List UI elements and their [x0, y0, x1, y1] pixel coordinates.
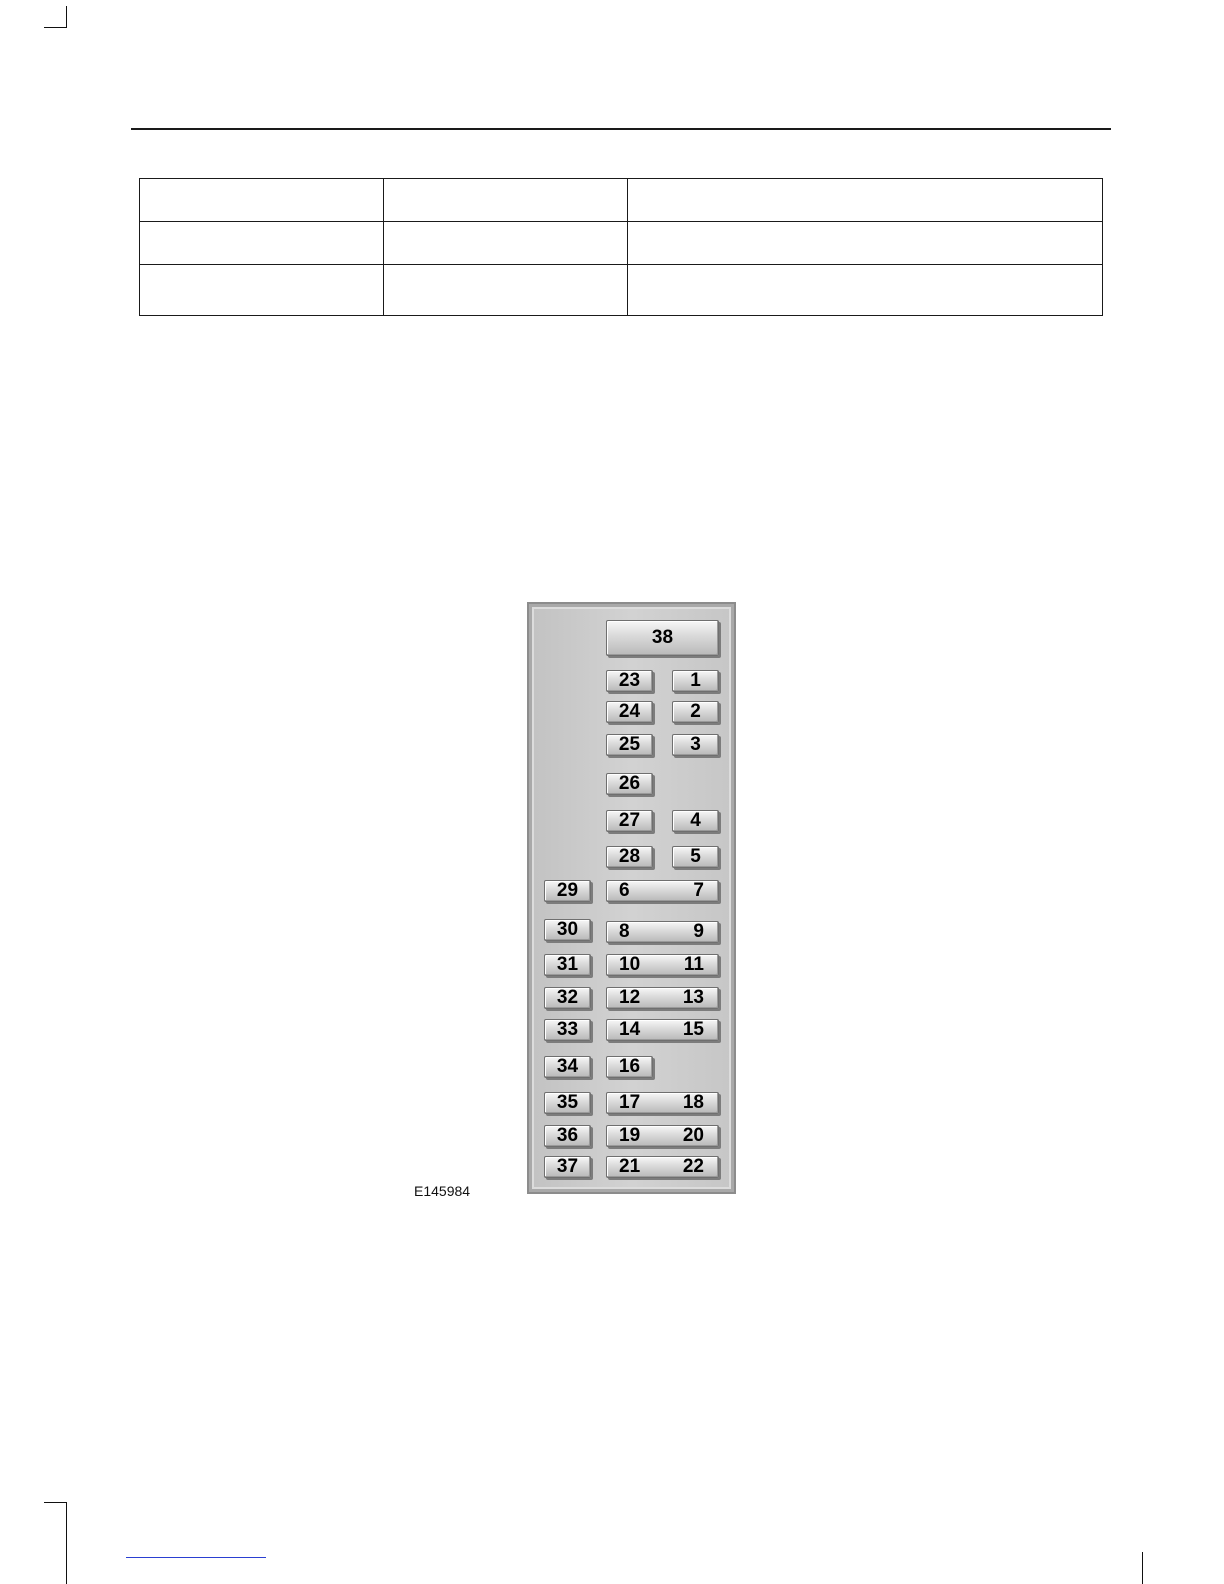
header-rule [131, 128, 1111, 130]
footer-link-underline[interactable] [126, 1557, 266, 1558]
table-cell [628, 265, 1103, 316]
crop-mark-bottom-left-horizontal [44, 1502, 67, 1503]
fuse-panel-diagram [527, 602, 736, 1194]
fuse-26: 26 [606, 773, 653, 795]
fuse-8-9: 8 9 [606, 921, 719, 943]
table-row [140, 179, 1103, 222]
fuse-12-13: 12 13 [606, 987, 719, 1009]
table-cell [384, 222, 628, 265]
fuse-3: 3 [672, 734, 719, 756]
fuse-4: 4 [672, 810, 719, 832]
table-cell [384, 179, 628, 222]
fuse-35: 35 [544, 1092, 591, 1114]
fuse-2: 2 [672, 701, 719, 723]
table-cell [140, 265, 384, 316]
fuse-19-20: 19 20 [606, 1125, 719, 1147]
fuse-24: 24 [606, 701, 653, 723]
table-cell [628, 179, 1103, 222]
table-cell [628, 222, 1103, 265]
table-cell [384, 265, 628, 316]
fuse-10-11: 10 11 [606, 954, 719, 976]
fuse-table [139, 178, 1103, 316]
fuse-34: 34 [544, 1056, 591, 1078]
fuse-38: 38 [606, 620, 719, 656]
fuse-30: 30 [544, 919, 591, 941]
fuse-31: 31 [544, 954, 591, 976]
crop-mark-bottom-right-vertical [1142, 1552, 1143, 1584]
fuse-29: 29 [544, 880, 591, 902]
fuse-16: 16 [606, 1056, 653, 1078]
fuse-33: 33 [544, 1019, 591, 1041]
crop-mark-top-left-horizontal [44, 27, 67, 28]
table-cell [140, 222, 384, 265]
fuse-27: 27 [606, 810, 653, 832]
figure-id-label: E145984 [414, 1183, 471, 1199]
crop-mark-bottom-left-vertical [66, 1502, 67, 1584]
fuse-25: 25 [606, 734, 653, 756]
table-cell [140, 179, 384, 222]
table-row [140, 222, 1103, 265]
fuse-14-15: 14 15 [606, 1019, 719, 1041]
fuse-28: 28 [606, 846, 653, 868]
fuse-36: 36 [544, 1125, 591, 1147]
fuse-6-7: 6 7 [606, 880, 719, 902]
fuse-23: 23 [606, 670, 653, 692]
fuse-21-22: 21 22 [606, 1156, 719, 1178]
fuse-1: 1 [672, 670, 719, 692]
crop-mark-top-left-vertical [66, 6, 67, 28]
fuse-5: 5 [672, 846, 719, 868]
fuse-37: 37 [544, 1156, 591, 1178]
table-row [140, 265, 1103, 316]
fuse-17-18: 17 18 [606, 1092, 719, 1114]
fuse-32: 32 [544, 987, 591, 1009]
